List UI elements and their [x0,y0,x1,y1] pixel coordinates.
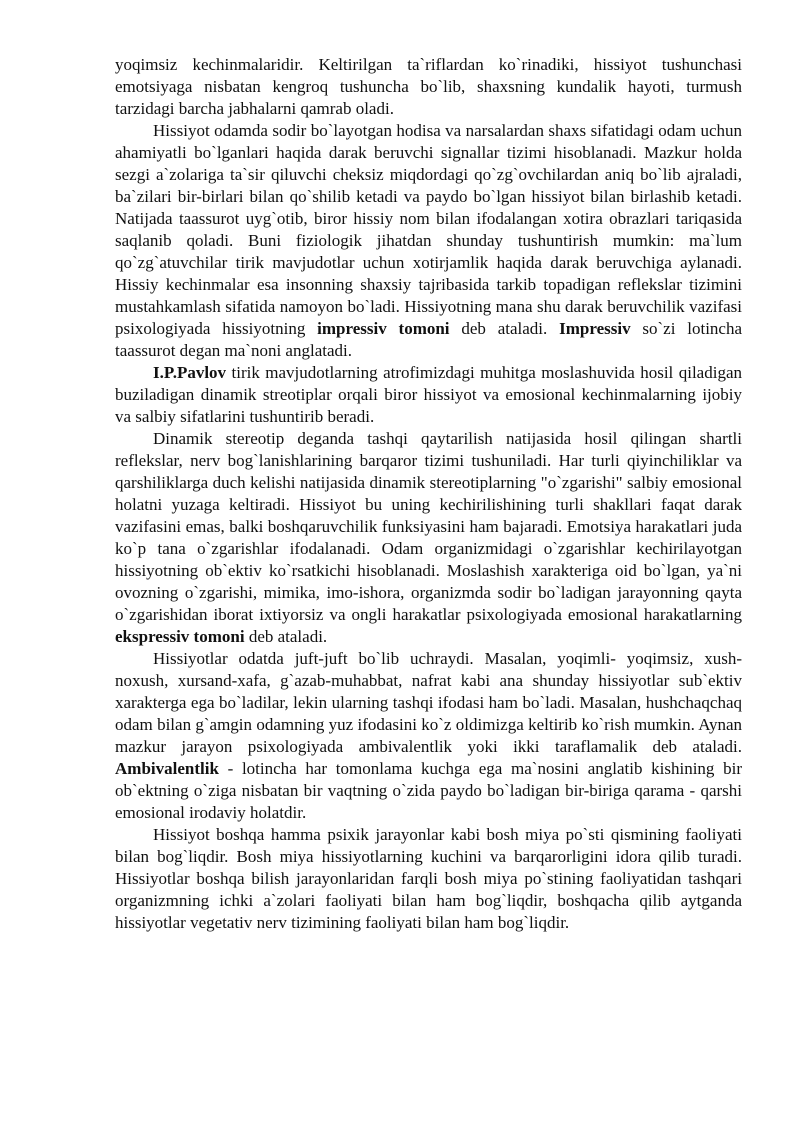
bold-term-ambivalentlik: Ambivalentlik [115,759,219,778]
text-run: tirik mavjudotlarning atrofimizdagi muhitga moslashuvida hosil qiladigan buziladigan dinamik streotiplar orqali biror hissiyot va emosional kechinmalarning ijobiy va salbiy sifatlarini tushuntirib beradi. [115,363,742,426]
bold-term-impressiv: Impressiv [559,319,631,338]
paragraph-5 [115,648,742,824]
text-run: Hissiyotlar odatda juft-juft bo`lib uchraydi. Masalan, yoqimli- yoqimsiz, xush-noxush, xursand-xafa, g`azab-muhabbat, nafrat kabi ana shunday hissiyotlar sub`ektiv xarakterga ega bo`ladilar, lekin ularning tashqi ifodasi ham bo`ladi. Masalan, hushchaqchaq odam bilan g`amgin odamning yuz ifodasini ko`z oldimizga keltirib ko`rish mumkin. Aynan mazkur jarayon psixologiyada ambivalentlik yoki ikki taraflamalik deb ataladi. [115,649,742,756]
paragraph-3 [115,362,742,428]
paragraph-6 [115,824,742,934]
paragraph-1 [115,54,742,120]
paragraph-2 [115,120,742,362]
text-run: Dinamik stereotip deganda tashqi qaytarilish natijasida hosil qilingan shartli reflekslar, nerv bog`lanishlarining barqaror tizimi tushuniladi. Har turli qiyinchiliklar va qarshiliklarga duch kelishi natijasida dinamik stereotiplarning "o`zgarishi" salbiy emosional holatni yuzaga keltiradi. Hissiyot bu uning kechirilishining turli shakllari faqat darak vazifasini emas, balki boshqaruvchilik funksiyasini ham bajaradi. Emotsiya harakatlari juda ko`p tana o`zgarishlar ifodalanadi. Odam organizmidagi o`zgarishlar kechirilayotgan hissiyotning ob`ektiv ko`rsatkichi hisoblanadi. Moslashish xarakteriga oid bo`lgan, ya`ni ovozning o`zgarishi, mimika, imo-ishora, organizmda sodir bo`ladigan jarayonning qayta o`zgarishidan iborat ixtiyorsiz va ongli harakatlar psixologiyada emosional harakatlarning [115,429,742,624]
document-page [115,54,742,934]
bold-term-impressiv-tomoni: impressiv tomoni [317,319,450,338]
text-run: deb ataladi. [244,627,328,646]
text-run: Hissiyot odamda sodir bo`layotgan hodisa va narsalardan shaxs sifatidagi odam uchun ahamiyatli bo`lganlari haqida darak beruvchi signallar tizimi hisoblanadi. Mazkur holda sezgi a`zolariga ta`sir qiluvchi cheksiz miqdordagi qo`zg`ovchilardan aniq bo`lib ajraladi, ba`zilari bir-birlari bilan qo`shilib ketadi va paydo bo`lgan hissiyot bilan birlashib ketadi. Natijada taassurot uyg`otib, biror hissiy nom bilan ifodalangan xotira obrazlari tariqasida saqlanib qoladi. Buni fiziologik jihatdan shunday tushuntirish mumkin: ma`lum qo`zg`atuvchilar tirik mavjudotlar uchun xotirjamlik haqida darak beruvchiga aylanadi. Hissiy kechinmalar esa insonning shaxsiy tajribasida tarkib topadigan reflekslar tizimini mustahkamlash sifatida namoyon bo`ladi. Hissiyotning mana shu darak beruvchilik vazifasi psixologiyada hissiyotning [115,121,742,338]
text-run: - lotincha har tomonlama kuchga ega ma`nosini anglatib kishining bir ob`ektning o`ziga nisbatan bir vaqtning o`zida paydo bo`ladigan bir-biriga qarama - qarshi emosional irodaviy holatdir. [115,759,742,822]
text-run: deb ataladi. [449,319,560,338]
text-run: yoqimsiz kechinmalaridir. Keltirilgan ta`riflardan ko`rinadiki, hissiyot tushunchasi emotsiyaga nisbatan kengroq tushuncha bo`lib, shaxsning kundalik hayoti, turmush tarzidagi barcha jabhalarni qamrab oladi. [115,55,742,118]
paragraph-4 [115,428,742,648]
bold-term-ekspressiv-tomoni: ekspressiv tomoni [115,627,245,646]
bold-term-pavlov: I.P.Pavlov [153,363,227,382]
text-run: Hissiyot boshqa hamma psixik jarayonlar kabi bosh miya po`sti qismining faoliyati bilan bog`liqdir. Bosh miya hissiyotlarning kuchini va barqarorligini idora qilib turadi. Hissiyotlar boshqa bilish jarayonlaridan farqli bosh miya po`stining faoliyatidan tashqari organizmning ichki a`zolari faoliyati bilan ham bog`liqdir, boshqacha qilib aytganda hissiyotlar vegetativ nerv tizimining faoliyati bilan ham bog`liqdir. [115,825,742,932]
text-run: so`zi lotincha taassurot degan ma`noni anglatadi. [115,319,743,360]
